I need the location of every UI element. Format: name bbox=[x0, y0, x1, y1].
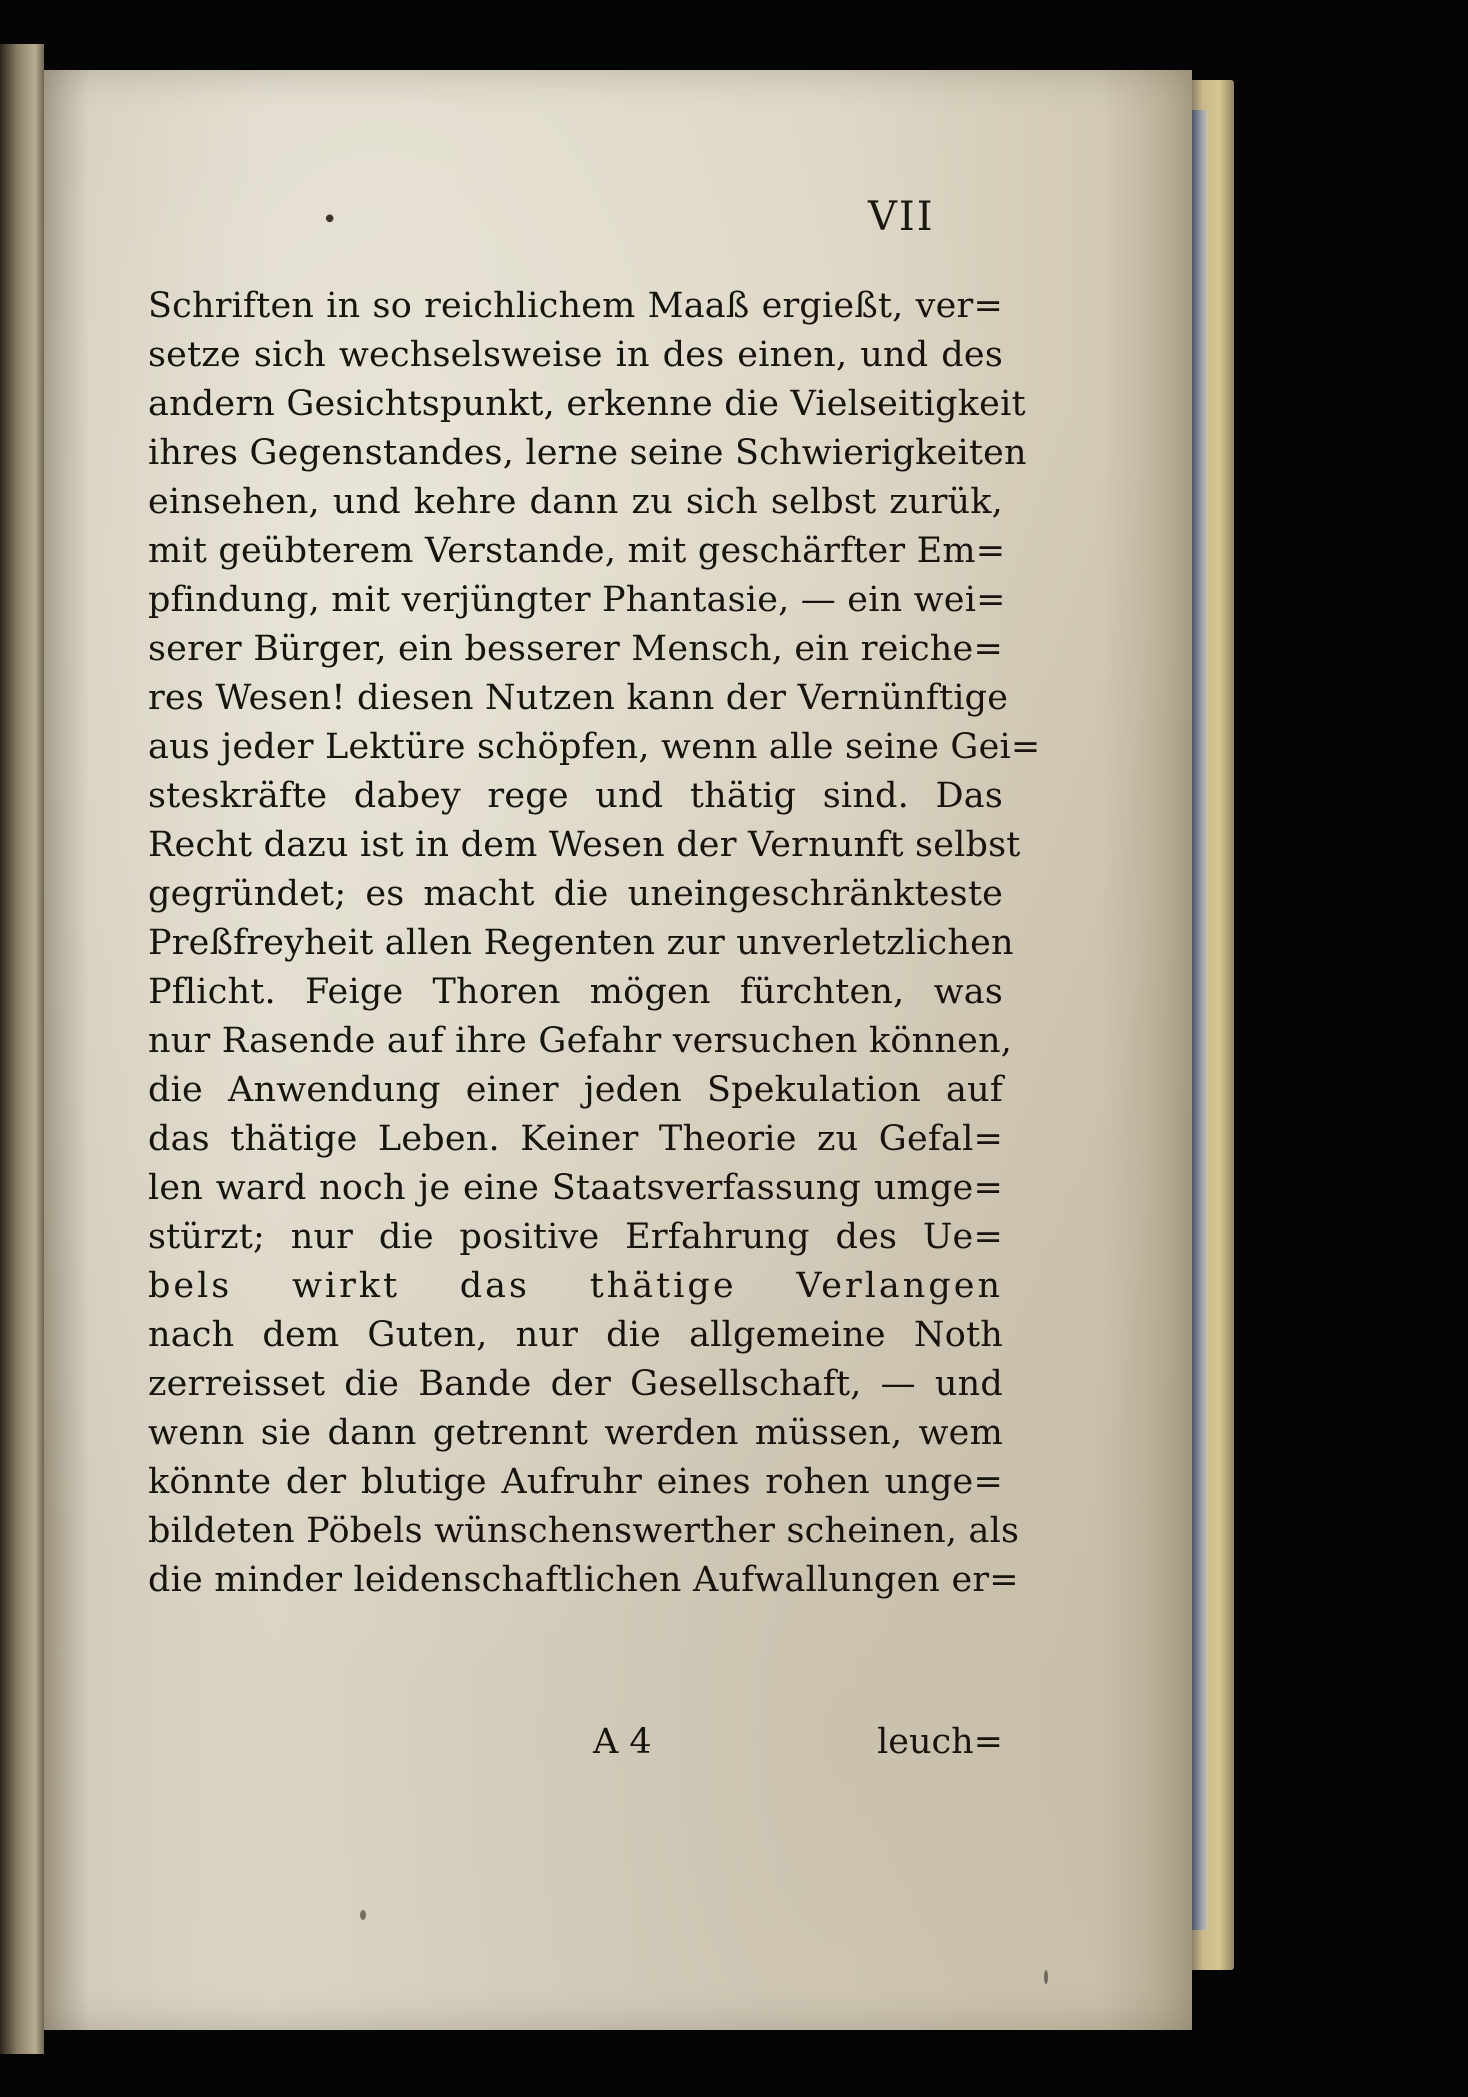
paper-speck bbox=[1044, 1970, 1048, 1984]
text-line: bels wirkt das thätige Verlangen bbox=[148, 1266, 1003, 1306]
catchword: leuch= bbox=[877, 1722, 1003, 1762]
text-line: die Anwendung einer jeden Spekulation auf bbox=[148, 1070, 1003, 1110]
text-line: nur Rasende auf ihre Gefahr versuchen können, bbox=[148, 1021, 1013, 1061]
text-line: Schriften in so reichlichem Maaß ergießt, ver= bbox=[148, 286, 1003, 326]
text-line: ihres Gegenstandes, lerne seine Schwierigkeiten bbox=[148, 433, 1027, 473]
text-line: das thätige Leben. Keiner Theorie zu Gefal= bbox=[148, 1119, 1003, 1159]
text-line: aus jeder Lektüre schöpfen, wenn alle seine Gei= bbox=[148, 727, 1041, 767]
body-text bbox=[148, 282, 1041, 1605]
signature-mark: A 4 bbox=[593, 1722, 652, 1762]
text-line: die minder leidenschaftlichen Aufwallungen er= bbox=[148, 1560, 1019, 1600]
cover-strip bbox=[1192, 110, 1208, 1930]
text-line: len ward noch je eine Staatsverfassung umge= bbox=[148, 1168, 1003, 1208]
text-line: res Wesen! diesen Nutzen kann der Vernünftige bbox=[148, 678, 1009, 718]
text-line: Preßfreyheit allen Regenten zur unverletzlichen bbox=[148, 923, 1014, 963]
text-line: nach dem Guten, nur die allgemeine Noth bbox=[148, 1315, 1003, 1355]
text-line: steskräfte dabey rege und thätig sind. Das bbox=[148, 776, 1003, 816]
text-line: Pflicht. Feige Thoren mögen fürchten, was bbox=[148, 972, 1003, 1012]
header-ornament: • bbox=[322, 205, 338, 235]
page-number: VII bbox=[868, 194, 935, 240]
paper-speck bbox=[360, 1910, 366, 1920]
text-line: zerreisset die Bande der Gesellschaft, — und bbox=[148, 1364, 1003, 1404]
text-line: gegründet; es macht die uneingeschränkteste bbox=[148, 874, 1003, 914]
page-footer bbox=[148, 1722, 1003, 1772]
text-line: einsehen, und kehre dann zu sich selbst zurük, bbox=[148, 482, 1003, 522]
text-line: mit geübterem Verstande, mit geschärfter Em= bbox=[148, 531, 1006, 571]
text-line: wenn sie dann getrennt werden müssen, wem bbox=[148, 1413, 1003, 1453]
book-page bbox=[44, 70, 1192, 2030]
text-line: könnte der blutige Aufruhr eines rohen unge= bbox=[148, 1462, 1003, 1502]
text-line: setze sich wechselsweise in des einen, und des bbox=[148, 335, 1003, 375]
left-page-edge bbox=[0, 44, 44, 2054]
text-line: Recht dazu ist in dem Wesen der Vernunft selbst bbox=[148, 825, 1021, 865]
text-line: andern Gesichtspunkt, erkenne die Vielseitigkeit bbox=[148, 384, 1026, 424]
text-line: pfindung, mit verjüngter Phantasie, — ein wei= bbox=[148, 580, 1006, 620]
text-line: serer Bürger, ein besserer Mensch, ein reiche= bbox=[148, 629, 1003, 669]
text-line: stürzt; nur die positive Erfahrung des Ue= bbox=[148, 1217, 1003, 1257]
text-line: bildeten Pöbels wünschenswerther scheinen, als bbox=[148, 1511, 1020, 1551]
